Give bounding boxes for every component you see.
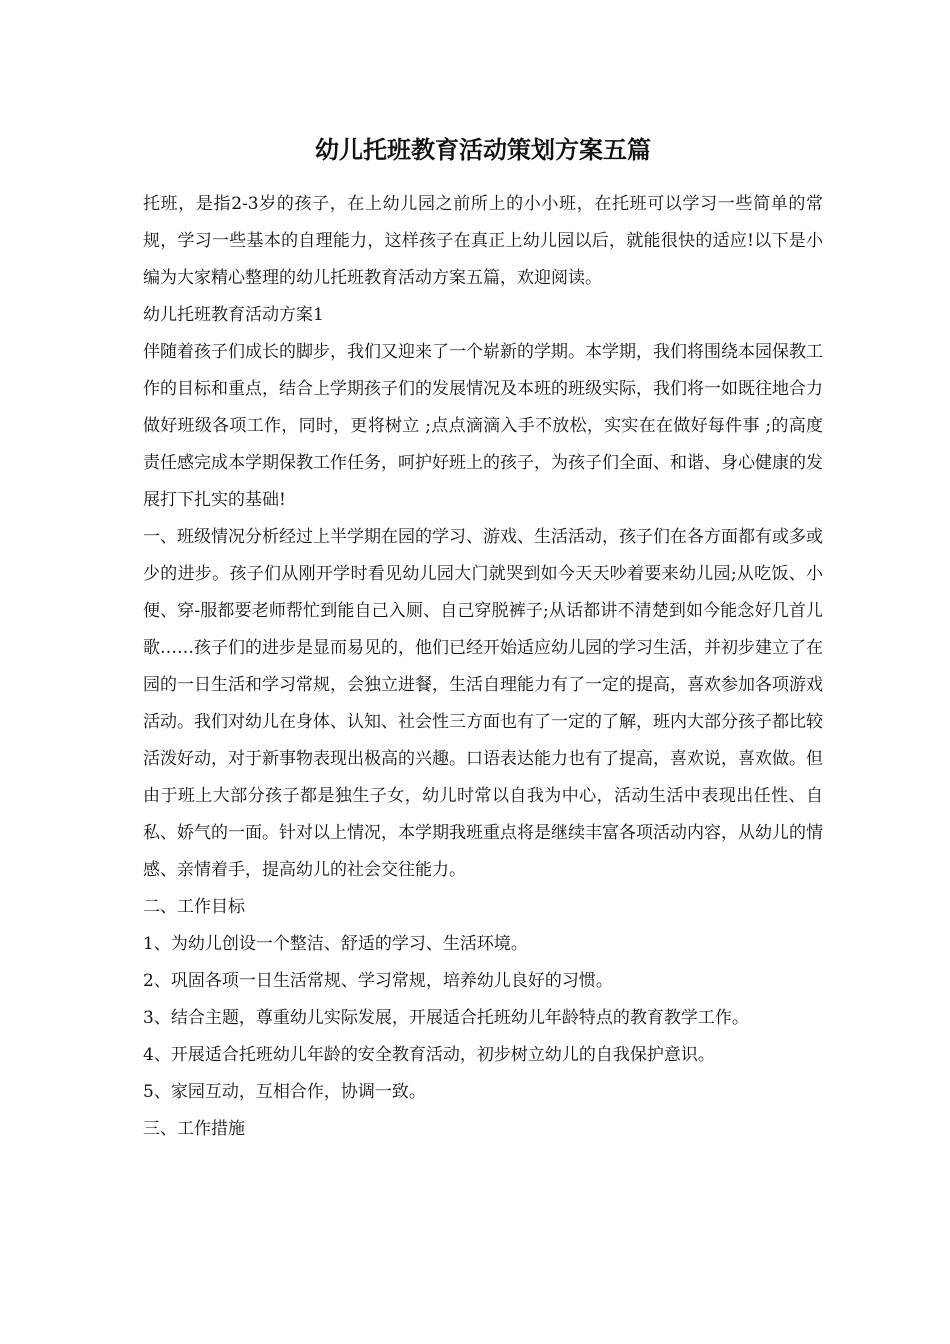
page-title: 幼儿托班教育活动策划方案五篇 bbox=[315, 135, 651, 164]
measures-heading: 三、工作措施 bbox=[143, 1119, 245, 1139]
goal-item-1: 1、为幼儿创设一个整洁、舒适的学习、生活环境。 bbox=[143, 934, 528, 954]
section-1-paragraph-1: 伴随着孩子们成长的脚步，我们又迎来了一个崭新的学期。本学期，我们将围绕本园保教工作的目标和重点，结合上学期孩子们的发展情况及本班的班级实际，我们将一如既往地合力做好班级各项工作，同时，更将树立 ;点点滴滴入手不放松，实实在在做好每件事 ;的高度责任感完成本学期保教工作任务，呵护好班上的孩子，为孩子们全面、和谐、身心健康的发展打下扎实的基础! bbox=[143, 342, 823, 510]
goal-item-5: 5、家园互动，互相合作，协调一致。 bbox=[143, 1082, 426, 1102]
intro-paragraph: 托班，是指2-3岁的孩子，在上幼儿园之前所上的小小班，在托班可以学习一些简单的常规，学习一些基本的自理能力，这样孩子在真正上幼儿园以后，就能很快的适应!以下是小编为大家精心整理的幼儿托班教育活动方案五篇，欢迎阅读。 bbox=[143, 194, 823, 288]
goal-item-2: 2、巩固各项一日生活常规、学习常规，培养幼儿良好的习惯。 bbox=[143, 971, 613, 991]
goal-item-4: 4、开展适合托班幼儿年龄的安全教育活动，初步树立幼儿的自我保护意识。 bbox=[143, 1045, 715, 1065]
section-1-paragraph-2: 一、班级情况分析经过上半学期在园的学习、游戏、生活活动，孩子们在各方面都有或多或少的进步。孩子们从刚开学时看见幼儿园大门就哭到如今天天吵着要来幼儿园;从吃饭、小便、穿-服都要老师帮忙到能自己入厕、自己穿脱裤子;从话都讲不清楚到如今能念好几首儿歌……孩子们的进步是显而易见的，他们已经开始适应幼儿园的学习生活，并初步建立了在园的一日生活和学习常规，会独立进餐，生活自理能力有了一定的提高，喜欢参加各项游戏活动。我们对幼儿在身体、认知、社会性三方面也有了一定的了解，班内大部分孩子都比较活泼好动，对于新事物表现出极高的兴趣。口语表达能力也有了提高，喜欢说，喜欢做。但由于班上大部分孩子都是独生子女，幼儿时常以自我为中心，活动生活中表现出任性、自私、娇气的一面。针对以上情况，本学期我班重点将是继续丰富各项活动内容，从幼儿的情感、亲情着手，提高幼儿的社会交往能力。 bbox=[143, 527, 823, 880]
goals-heading: 二、工作目标 bbox=[143, 897, 245, 917]
document-body bbox=[143, 126, 823, 1148]
section-1-title: 幼儿托班教育活动方案1 bbox=[143, 305, 324, 325]
goal-item-3: 3、结合主题，尊重幼儿实际发展，开展适合托班幼儿年龄特点的教育教学工作。 bbox=[143, 1008, 749, 1028]
